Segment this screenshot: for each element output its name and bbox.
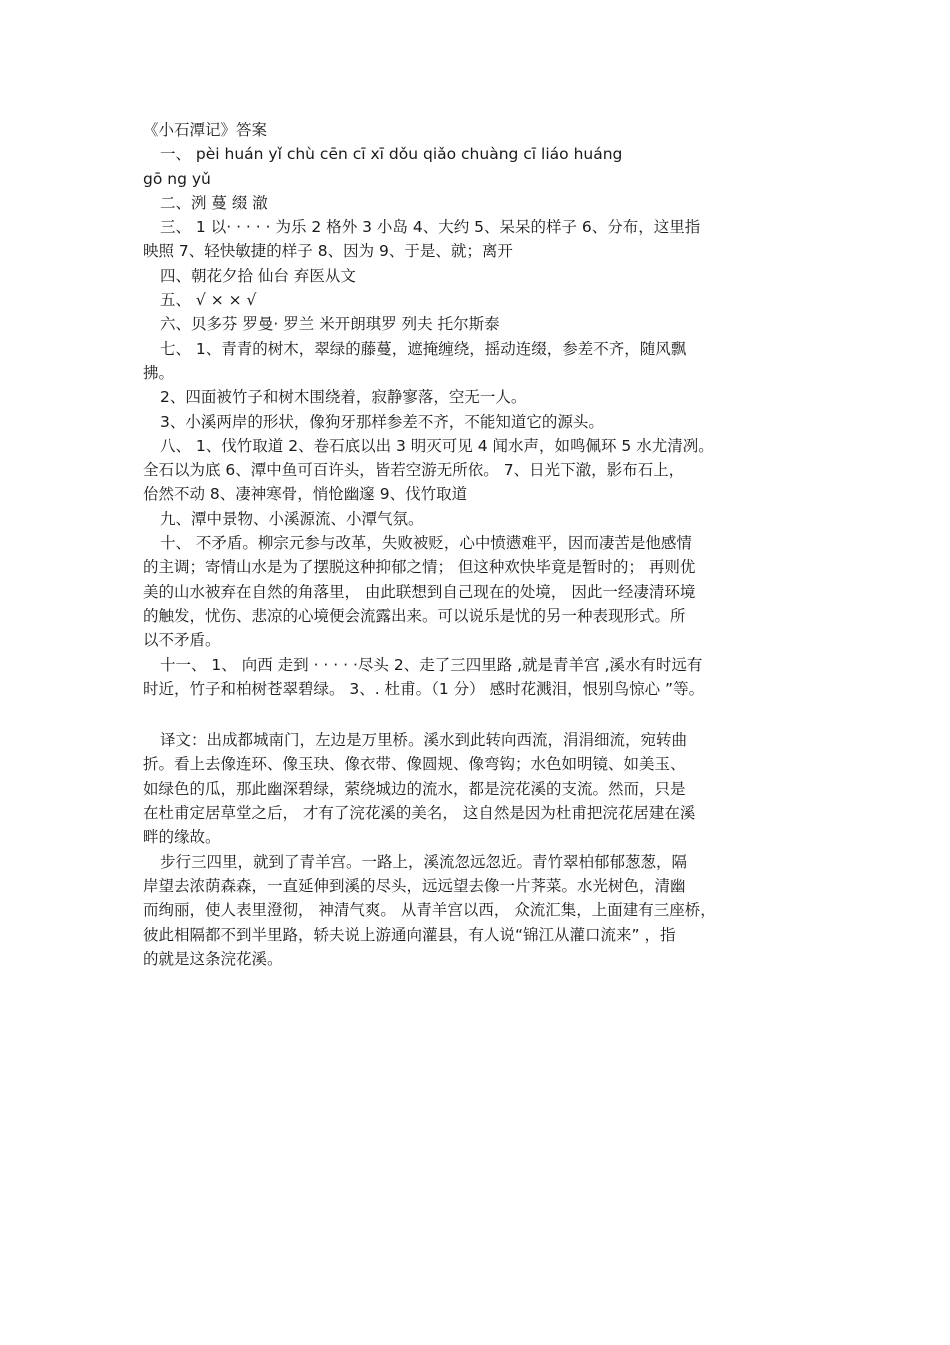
answer-line: 八、 1、伐竹取道 2、卷石底以出 3 明灭可见 4 闻水声，如鸣佩环 5 水尤清冽。 [160, 436, 714, 455]
answer-line: 四、朝花夕拾 仙台 弃医从文 [160, 266, 356, 285]
answer-line: 以不矛盾。 [143, 631, 221, 650]
translation-line: 畔的缘故。 [143, 828, 221, 847]
answer-line: 拂。 [143, 363, 175, 382]
answer-line: 五、 √ × × √ [160, 291, 257, 310]
translation-line: 岸望去浓荫森森，一直延伸到溪的尽头，远远望去像一片荠菜。水光树色，清幽 [143, 876, 686, 895]
answer-line: 七、 1、青青的树木，翠绿的藤蔓，遮掩缠绕，摇动连缀，参差不齐，随风飘 [160, 339, 687, 358]
answer-line: 2、四面被竹子和树木围绕着，寂静寥落，空无一人。 [160, 388, 527, 407]
answer-line: 九、潭中景物、小溪源流、小潭气氛。 [160, 509, 424, 528]
answer-line: 一、 pèi huán yǐ chù cēn cī xī dǒu qiǎo chuàng cī liáo huáng [160, 145, 623, 164]
answer-line: 十一、 1、 向西 走到 · · · · ·尽头 2、走了三四里路 ,就是青羊宫 ,溪水有时远有 [160, 655, 703, 674]
answer-line: 全石以为底 6、潭中鱼可百许头，皆若空游无所依。 7、日光下澈，影布石上， [143, 461, 685, 480]
translation-line: 步行三四里，就到了青羊宫。一路上，溪流忽远忽近。青竹翠柏郁郁葱葱，隔 [160, 852, 688, 871]
document-page [143, 118, 807, 971]
translation-line: 在杜甫定居草堂之后， 才有了浣花溪的美名， 这自然是因为杜甫把浣花居建在溪 [143, 804, 696, 823]
answer-line: 的触发，忧伤、悲凉的心境便会流露出来。可以说乐是忧的另一种表现形式。所 [143, 606, 686, 625]
translation-line: 彼此相隔都不到半里路，轿夫说上游通向灌县，有人说“锦江从灌口流来” ，指 [143, 925, 676, 944]
answer-line: 二、洌 蔓 缀 澈 [160, 193, 268, 212]
answer-line: 佁然不动 8、凄神寒骨，悄怆幽邃 9、伐竹取道 [143, 485, 468, 504]
answer-line: 十、 不矛盾。柳宗元参与改革，失败被贬，心中愤懑难平，因而凄苦是他感情 [160, 534, 692, 553]
answer-line: 映照 7、轻快敏捷的样子 8、因为 9、于是、就；离开 [143, 242, 513, 261]
document-title: 《小石潭记》答案 [143, 121, 268, 139]
answer-line: gō ng yǔ [143, 169, 211, 188]
answer-line: 时近，竹子和柏树苍翠碧绿。 3、. 杜甫。（1 分） 感时花溅泪，恨别鸟惊心 ”等。 [143, 679, 705, 698]
translation-line: 而绚丽，使人表里澄彻， 神清气爽。 从青羊宫以西， 众流汇集，上面建有三座桥， [143, 901, 716, 920]
translation-line: 的就是这条浣花溪。 [143, 949, 283, 968]
answer-line: 3、小溪两岸的形状，像狗牙那样参差不齐，不能知道它的源头。 [160, 412, 604, 431]
answer-line: 美的山水被弃在自然的角落里， 由此联想到自己现在的处境， 因此一经凄清环境 [143, 582, 696, 601]
translation-line: 译文：出成都城南门，左边是万里桥。溪水到此转向西流，涓涓细流，宛转曲 [160, 731, 688, 750]
translation-line: 折。看上去像连环、像玉玦、像衣带、像圆规、像弯钩；水色如明镜、如美玉、 [143, 755, 686, 774]
answer-line: 六、贝多芬 罗曼· 罗兰 米开朗琪罗 列夫 托尔斯泰 [160, 315, 500, 334]
translation-line: 如绿色的瓜，那此幽深碧绿，萦绕城边的流水，都是浣花溪的支流。然而，只是 [143, 779, 686, 798]
answer-line: 三、 1 以· · · · · 为乐 2 格外 3 小岛 4、大约 5、呆呆的样子 6、分布，这里指 [160, 218, 701, 237]
answer-line: 的主调；寄情山水是为了摆脱这种抑郁之情； 但这种欢快毕竟是暂时的； 再则优 [143, 558, 696, 577]
